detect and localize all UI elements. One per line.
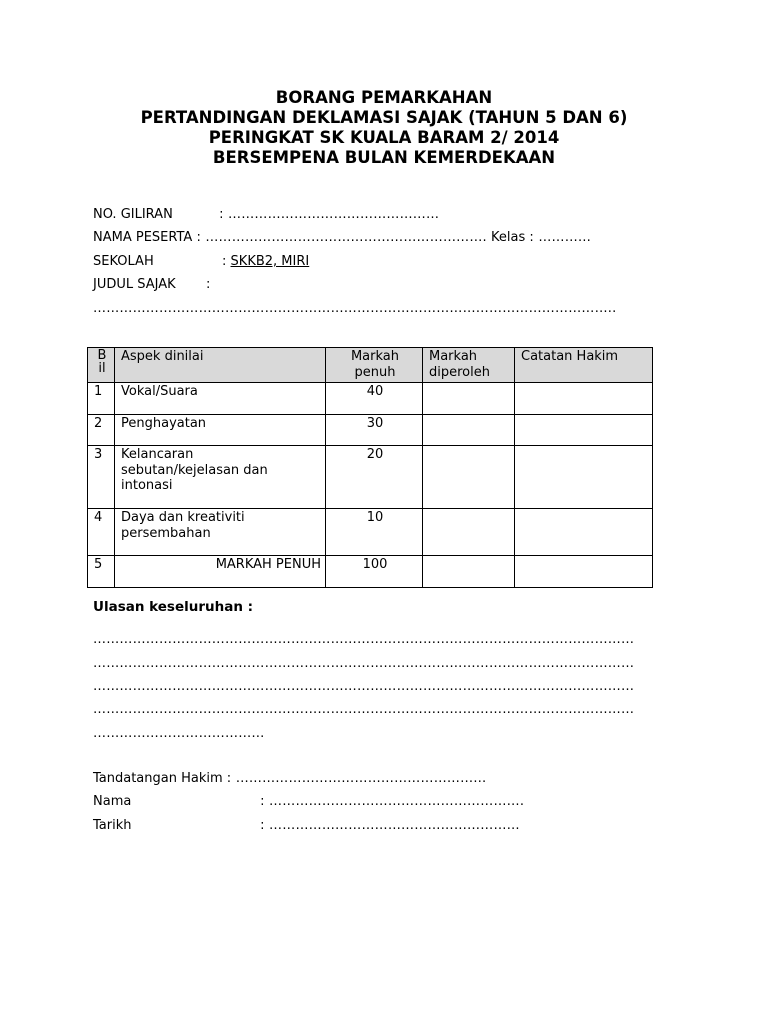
header-markah-penuh: Markah penuh [326, 348, 423, 383]
row-markah-penuh: 20 [326, 446, 423, 509]
tarikh-field[interactable]: : ………………………………………………… [260, 818, 520, 833]
row-aspek: Daya dan kreativiti persembahan [115, 509, 326, 556]
header-markah-diperoleh: Markah diperoleh [423, 348, 515, 383]
form-title-line1: BORANG PEMARKAHAN [275, 88, 493, 107]
table-row [88, 415, 653, 446]
giliran-row [93, 207, 439, 223]
row-aspek: Penghayatan [115, 415, 326, 446]
sekolah-value: SKKB2, MIRI [230, 254, 310, 269]
row-aspek: Vokal/Suara [115, 383, 326, 415]
judul-label: JUDUL SAJAK [93, 277, 176, 292]
kelas-field[interactable]: : ………… [529, 230, 592, 245]
ulasan-line[interactable]: …………………………………………………………………………………………………………… [93, 632, 635, 647]
row-aspek: Kelancaran sebutan/kejelasan dan intonasi [115, 446, 326, 509]
ulasan-line[interactable]: …………………………………………………………………………………………………………… [93, 656, 635, 671]
table-row [88, 446, 653, 509]
table-row [88, 383, 653, 415]
row-catatan-cell[interactable] [515, 415, 653, 446]
ulasan-line[interactable]: …………………………………………………………………………………………………………… [93, 702, 635, 717]
row-markah-diperoleh-cell[interactable] [423, 446, 515, 509]
sekolah-label: SEKOLAH [93, 254, 154, 269]
form-title-line4: BERSEMPENA BULAN KEMERDEKAAN [212, 148, 556, 167]
sekolah-row [93, 254, 309, 270]
form-title-line3: PERINGKAT SK KUALA BARAM 2/ 2014 [208, 128, 560, 147]
judul-colon: : [205, 277, 211, 292]
form-title-line2: PERTANDINGAN DEKLAMASI SAJAK (TAHUN 5 DAN 6) [140, 108, 628, 127]
row-markah-penuh: 30 [326, 415, 423, 446]
row-markah-diperoleh-cell[interactable] [423, 415, 515, 446]
nama-field[interactable]: : …………………………………………………. [260, 794, 525, 809]
peserta-label: NAMA PESERTA [93, 230, 193, 245]
row-total-diperoleh-cell[interactable] [423, 556, 515, 588]
row-bil: 3 [88, 446, 115, 509]
header-aspek: Aspek dinilai [115, 348, 326, 383]
ulasan-line[interactable]: ………………………………… [93, 726, 265, 741]
nama-label: Nama [93, 794, 132, 809]
table-row [88, 509, 653, 556]
header-bil: B il [88, 348, 115, 383]
tandatangan-row [93, 771, 487, 787]
marking-table [87, 347, 653, 588]
judul-field[interactable]: ……………………………………………………………………………………………………….. [93, 301, 617, 316]
row-catatan-cell[interactable] [515, 383, 653, 415]
header-catatan-hakim: Catatan Hakim [515, 348, 653, 383]
tarikh-label: Tarikh [93, 818, 132, 833]
tandatangan-label: Tandatangan Hakim [93, 771, 223, 786]
nama-row [93, 794, 524, 810]
ulasan-heading: Ulasan keseluruhan : [93, 599, 254, 615]
tandatangan-field[interactable]: : ………………………………………………… [226, 771, 487, 786]
peserta-field[interactable]: : ………………………………………………………. [196, 230, 487, 245]
row-markah-diperoleh-cell[interactable] [423, 383, 515, 415]
row-total-penuh: 100 [326, 556, 423, 588]
sekolah-colon: : [222, 254, 227, 269]
row-bil: 5 [88, 556, 115, 588]
row-bil: 1 [88, 383, 115, 415]
giliran-label: NO. GILIRAN [93, 207, 173, 222]
row-total-label: MARKAH PENUH [115, 556, 326, 588]
row-catatan-cell[interactable] [515, 446, 653, 509]
judul-row [93, 277, 210, 293]
giliran-field[interactable]: : ………………………………………… [219, 207, 440, 222]
table-header-row [88, 348, 653, 383]
row-markah-penuh: 40 [326, 383, 423, 415]
ulasan-line[interactable]: …………………………………………………………………………………………………………… [93, 679, 635, 694]
row-bil: 2 [88, 415, 115, 446]
row-catatan-cell[interactable] [515, 509, 653, 556]
peserta-row [93, 230, 591, 246]
tarikh-row [93, 818, 520, 834]
kelas-label: Kelas [491, 230, 526, 245]
row-markah-diperoleh-cell[interactable] [423, 509, 515, 556]
table-row-total [88, 556, 653, 588]
row-bil: 4 [88, 509, 115, 556]
row-markah-penuh: 10 [326, 509, 423, 556]
row-total-catatan-cell[interactable] [515, 556, 653, 588]
